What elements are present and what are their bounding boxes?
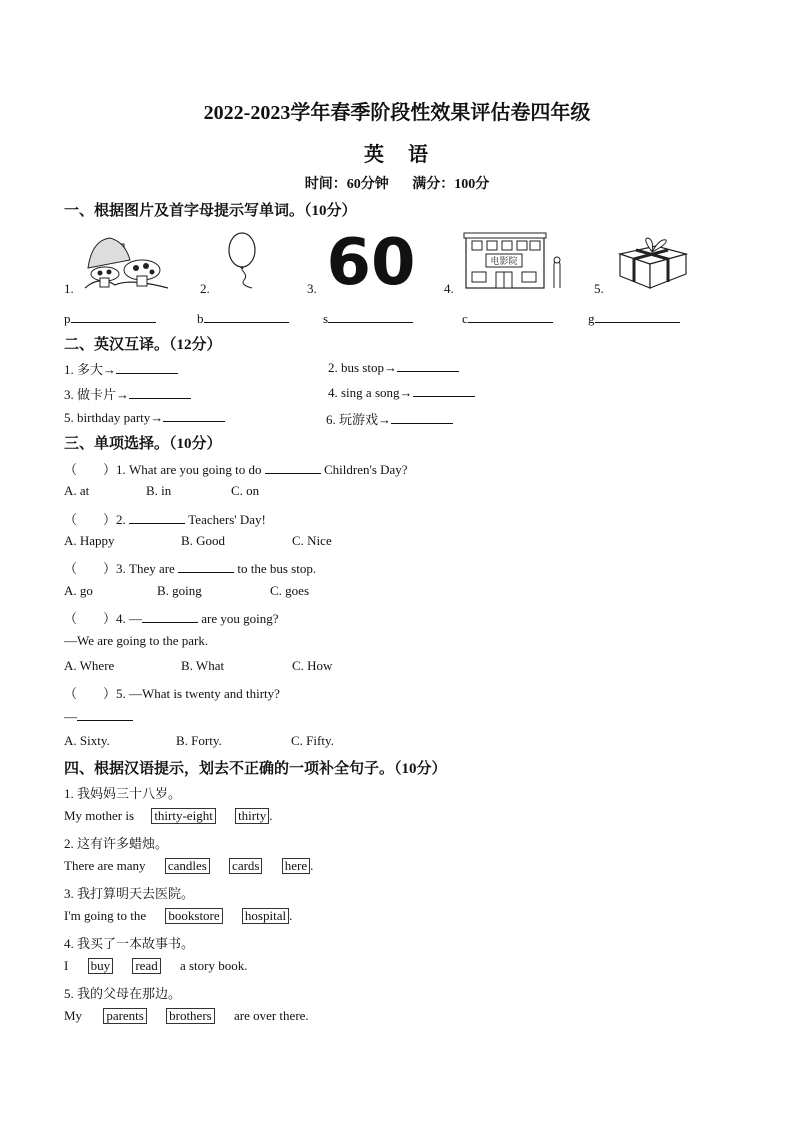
choice-option-4a[interactable]: A. Where (64, 658, 115, 673)
choice-option-5c[interactable]: C. Fifty. (291, 733, 334, 748)
choice-option-1c[interactable]: C. on (231, 483, 260, 498)
word-blank-5[interactable]: g (588, 310, 680, 327)
gift-icon (612, 232, 692, 290)
section-1-heading: 一、根据图片及首字母提示写单词。（10分） (64, 203, 357, 219)
choice-option-4b[interactable]: B. What (181, 658, 225, 673)
time-limit: 时间：60分钟 (304, 177, 389, 192)
choice-option-4c[interactable]: C. How (292, 658, 333, 673)
pic-number-5: 5. (594, 281, 604, 296)
word-blank-3[interactable]: s (323, 310, 413, 327)
word-blank-4[interactable]: c (462, 310, 553, 327)
cinema-icon (462, 230, 567, 290)
translate-item-5[interactable]: 5. birthday party→ (64, 409, 225, 426)
option-box[interactable]: brothers (166, 1008, 215, 1024)
translate-item-3[interactable]: 3. 做卡片→ (64, 384, 191, 403)
cross-out-sentence-4: I buy read a story book. (64, 958, 248, 973)
cross-out-cn-3: 3. 我打算明天去医院。 (64, 886, 195, 901)
translate-item-6[interactable]: 6. 玩游戏→ (326, 409, 453, 428)
pic-number-2: 2. (200, 281, 210, 296)
choice-question-3[interactable]: （ ）3. They are to the bus stop. (64, 561, 317, 576)
choice-question-4[interactable]: （ ）4. — are you going? (64, 611, 279, 626)
option-box[interactable]: parents (103, 1008, 147, 1024)
cross-out-sentence-1: My mother is thirty-eight thirty . (64, 808, 273, 823)
choice-option-5b[interactable]: B. Forty. (176, 733, 222, 748)
section-3-heading: 三、单项选择。（10分） (64, 436, 222, 452)
cross-out-sentence-3: I'm going to the bookstore hospital . (64, 908, 293, 923)
option-box[interactable]: candles (165, 858, 210, 874)
option-box[interactable]: thirty (235, 808, 269, 824)
choice-option-2a[interactable]: A. Happy (64, 533, 115, 548)
choice-option-1b[interactable]: B. in (146, 483, 172, 498)
pic-number-3: 3. (307, 281, 317, 296)
option-box[interactable]: bookstore (165, 908, 222, 924)
choice-option-3b[interactable]: B. going (157, 583, 202, 598)
choice-question-1[interactable]: （ ）1. What are you going to do Children's Day? (64, 462, 408, 477)
full-score: 满分：100分 (412, 177, 490, 192)
translate-item-2[interactable]: 2. bus stop→ (328, 359, 459, 376)
choice-dialogue-4: —We are going to the park. (64, 633, 209, 648)
number-sixty-icon (326, 228, 416, 290)
cross-out-cn-1: 1. 我妈妈三十八岁。 (64, 786, 182, 801)
pic-number-1: 1. (64, 281, 74, 296)
choice-option-2b[interactable]: B. Good (181, 533, 226, 548)
option-box[interactable]: cards (229, 858, 262, 874)
pic-number-4: 4. (444, 281, 454, 296)
word-blank-2[interactable]: b (197, 310, 289, 327)
option-box[interactable]: thirty-eight (151, 808, 216, 824)
choice-option-3a[interactable]: A. go (64, 583, 93, 598)
cross-out-sentence-2: There are many candles cards here . (64, 858, 314, 873)
balloon-icon (222, 230, 267, 290)
cross-out-sentence-5: My parents brothers are over there. (64, 1008, 309, 1023)
choice-option-3c[interactable]: C. goes (270, 583, 309, 598)
translate-item-4[interactable]: 4. sing a song→ (328, 384, 475, 401)
option-box[interactable]: buy (88, 958, 114, 974)
cross-out-cn-5: 5. 我的父母在那边。 (64, 986, 182, 1001)
exam-title: 2022-2023学年春季阶段性效果评估卷四年级 (203, 102, 591, 124)
cross-out-cn-4: 4. 我买了一本故事书。 (64, 936, 195, 951)
word-blank-1[interactable]: p (64, 310, 156, 327)
subject-title: 英 语 (364, 144, 430, 166)
translate-item-1[interactable]: 1. 多大→ (64, 359, 178, 378)
exam-info (0, 173, 794, 193)
cross-out-cn-2: 2. 这有许多蜡烛。 (64, 836, 169, 851)
park-icon (80, 230, 170, 290)
choice-option-2c[interactable]: C. Nice (292, 533, 332, 548)
section-2-heading: 二、英汉互译。（12分） (64, 337, 222, 353)
cinema-sign-text: 电影院 (490, 256, 518, 266)
choice-option-1a[interactable]: A. at (64, 483, 90, 498)
choice-question-2[interactable]: （ ）2. Teachers' Day! (64, 512, 266, 527)
option-box[interactable]: hospital (242, 908, 289, 924)
option-box[interactable]: read (132, 958, 160, 974)
option-box[interactable]: here (282, 858, 310, 874)
choice-answer-blank-5[interactable]: — (64, 708, 133, 725)
sixty-text: 60 (326, 228, 416, 290)
choice-question-5[interactable]: （ ）5. —What is twenty and thirty? (64, 686, 280, 701)
choice-option-5a[interactable]: A. Sixty. (64, 733, 110, 748)
section-4-heading: 四、根据汉语提示，划去不正确的一项补全句子。（10分） (64, 761, 447, 777)
